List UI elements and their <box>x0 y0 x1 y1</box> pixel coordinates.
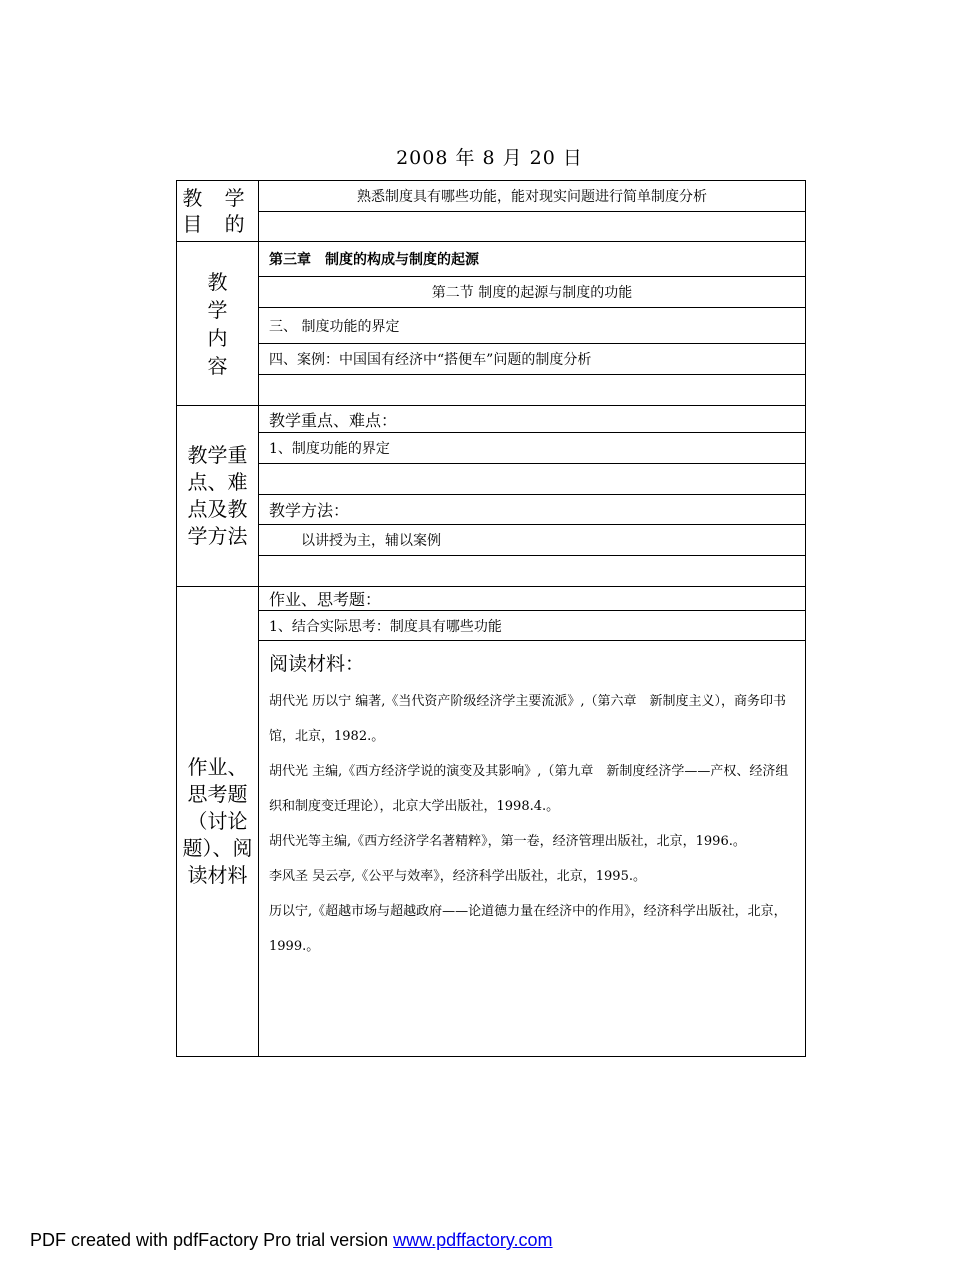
label-objective <box>177 181 259 242</box>
reading-list <box>269 684 795 964</box>
label-content-text: 教 学 内 容 <box>207 269 228 378</box>
content-item2: 四、案例：中国国有经济中“搭便车”问题的制度分析 <box>259 344 806 375</box>
reading-ref-3: 胡代光等主编,《西方经济学名著精粹》，第一卷，经济管理出版社，北京，1996.。 <box>269 834 746 849</box>
footer-link[interactable]: www.pdffactory.com <box>393 1230 553 1250</box>
content-item3 <box>259 375 806 406</box>
key-points-heading: 教学重点、难点： <box>259 406 806 433</box>
key-points-blank2 <box>259 556 806 587</box>
content-section: 第二节 制度的起源与制度的功能 <box>259 277 806 308</box>
pdf-footer <box>30 1230 553 1251</box>
label-content <box>177 242 259 406</box>
content-chapter: 第三章 制度的构成与制度的起源 <box>259 242 806 277</box>
label-objective-text: 教 学 目 的 <box>182 186 253 236</box>
objective-line1: 熟悉制度具有哪些功能，能对现实问题进行简单制度分析 <box>259 181 806 212</box>
reading-title: 阅读材料： <box>269 653 365 675</box>
objective-line2 <box>259 212 806 242</box>
label-key-points-text: 教学重 点、难 点及教 学方法 <box>187 443 248 548</box>
document-date: 2008 年 8 月 20 日 <box>396 147 583 169</box>
reading-ref-1: 胡代光 历以宁 编著,《当代资产阶级经济学主要流派》,（第六章 新制度主义），商务印书馆，北京，1982.。 <box>269 694 787 744</box>
homework-item1: 1、结合实际思考：制度具有哪些功能 <box>259 611 806 641</box>
method-heading: 教学方法： <box>259 495 806 525</box>
label-key-points <box>177 406 259 587</box>
homework-heading: 作业、思考题： <box>259 587 806 611</box>
lesson-plan-table <box>176 180 806 1057</box>
key-points-blank1 <box>259 464 806 495</box>
content-item1: 三、 制度功能的界定 <box>259 308 806 344</box>
reading-ref-2: 胡代光 主编,《西方经济学说的演变及其影响》,（第九章 新制度经济学——产权、经济组织和制度变迁理论），北京大学出版社，1998.4.。 <box>269 764 789 814</box>
label-homework-text: 作业、 思考题 （讨论 题）、阅 读材料 <box>182 755 253 887</box>
reading-ref-4: 李风圣 吴云亭,《公平与效率》，经济科学出版社，北京，1995.。 <box>269 869 646 884</box>
key-points-item1: 1、制度功能的界定 <box>259 433 806 464</box>
footer-text: PDF created with pdfFactory Pro trial version <box>30 1230 394 1250</box>
method-text: 以讲授为主，辅以案例 <box>259 525 806 556</box>
label-homework <box>177 587 259 1057</box>
reading-ref-5: 历以宁,《超越市场与超越政府——论道德力量在经济中的作用》，经济科学出版社，北京，1999.。 <box>269 904 787 954</box>
reading-materials <box>259 641 806 1057</box>
